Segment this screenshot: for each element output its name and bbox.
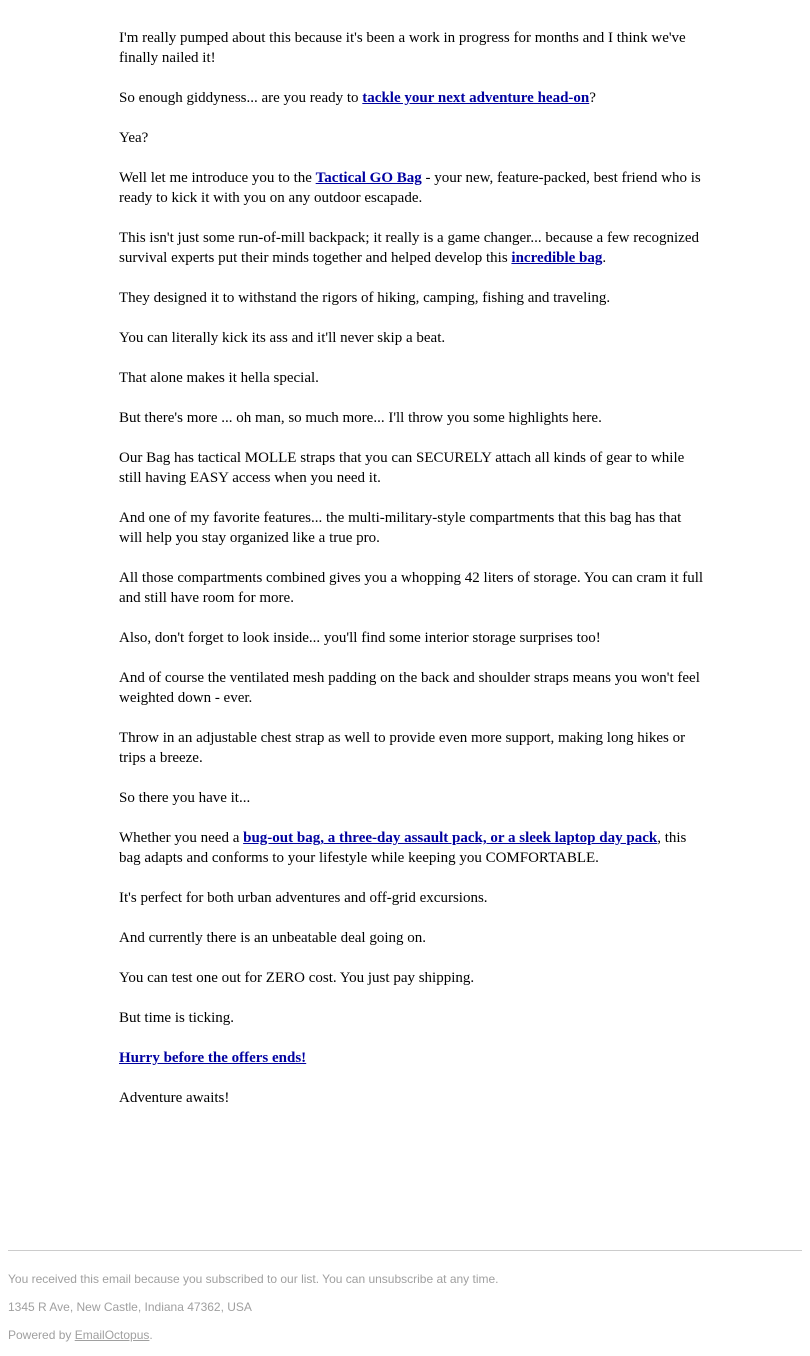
paragraph-text: , this bag adapts and conforms to your lifestyle while keeping you COMFORTABLE. xyxy=(119,830,687,866)
paragraph-interior: Also, don't forget to look inside... you'll find some interior storage surprises too! xyxy=(119,630,601,646)
tactical-go-bag-link[interactable]: Tactical GO Bag xyxy=(315,170,422,186)
paragraph-text: So enough giddyness... are you ready to xyxy=(119,90,363,106)
paragraph-text: This isn't just some run-of-mill backpack; it really is a game changer... because a few recognized survival experts put their minds together and helped develop this xyxy=(119,230,699,266)
paragraph-cta xyxy=(119,1048,704,1068)
paragraph-compartments: And one of my favorite features... the multi-military-style compartments that this bag has that will help you stay organized like a true pro. xyxy=(119,510,682,546)
adventure-link[interactable]: tackle your next adventure head-on xyxy=(362,90,590,106)
paragraph-ticking: But time is ticking. xyxy=(119,1010,234,1026)
paragraph-text: ? xyxy=(589,90,596,106)
paragraph-text: - your new, feature-packed, best friend who is ready to kick it with you on any outdoor escapade. xyxy=(119,170,701,206)
powered-by xyxy=(8,1321,802,1349)
paragraph-introduce xyxy=(119,168,704,208)
paragraph-molle: Our Bag has tactical MOLLE straps that you can SECURELY attach all kinds of gear to while still having EASY access when you need it. xyxy=(119,450,685,486)
paragraph-text: . xyxy=(602,250,607,266)
sender-address: 1345 R Ave, New Castle, Indiana 47362, USA xyxy=(8,1300,252,1314)
paragraph-deal: And currently there is an unbeatable deal going on. xyxy=(119,930,426,946)
paragraph-chest-strap: Throw in an adjustable chest strap as well to provide even more support, making long hikes or trips a breeze. xyxy=(119,730,686,766)
incredible-bag-link[interactable]: incredible bag xyxy=(511,250,603,266)
email-body xyxy=(119,28,704,1128)
emailoctopus-link[interactable]: EmailOctopus xyxy=(74,1328,150,1342)
paragraph-yea: Yea? xyxy=(119,130,149,146)
paragraph-ready xyxy=(119,88,704,108)
paragraph-special: That alone makes it hella special. xyxy=(119,370,319,386)
paragraph-text: Whether you need a xyxy=(119,830,244,846)
paragraph-designed: They designed it to withstand the rigors of hiking, camping, fishing and traveling. xyxy=(119,290,611,306)
paragraph-mesh: And of course the ventilated mesh padding on the back and shoulder straps means you won't feel weighted down - ever. xyxy=(119,670,700,706)
paragraph-intro: I'm really pumped about this because it's been a work in progress for months and I think we've finally nailed it! xyxy=(119,30,686,66)
paragraph-urban: It's perfect for both urban adventures and off-grid excursions. xyxy=(119,890,488,906)
paragraph-kick: You can literally kick its ass and it'll never skip a beat. xyxy=(119,330,446,346)
paragraph-more: But there's more ... oh man, so much more... I'll throw you some highlights here. xyxy=(119,410,602,426)
powered-by-text: Powered by xyxy=(8,1328,75,1342)
paragraph-storage: All those compartments combined gives you a whopping 42 liters of storage. You can cram it full and still have room for more. xyxy=(119,570,704,606)
powered-by-period: . xyxy=(149,1328,153,1342)
paragraph-zero-cost: You can test one out for ZERO cost. You just pay shipping. xyxy=(119,970,475,986)
hurry-offer-link[interactable]: Hurry before the offers ends! xyxy=(119,1050,307,1066)
email-footer xyxy=(8,1250,802,1349)
paragraph-so-there: So there you have it... xyxy=(119,790,251,806)
paragraph-text: Well let me introduce you to the xyxy=(119,170,316,186)
subscription-notice: You received this email because you subscribed to our list. You can unsubscribe at any time. xyxy=(8,1272,499,1286)
paragraph-whether xyxy=(119,828,704,868)
paragraph-game-changer xyxy=(119,228,704,268)
bag-types-link[interactable]: bug-out bag, a three-day assault pack, or a sleek laptop day pack xyxy=(243,830,658,846)
paragraph-awaits: Adventure awaits! xyxy=(119,1090,230,1106)
